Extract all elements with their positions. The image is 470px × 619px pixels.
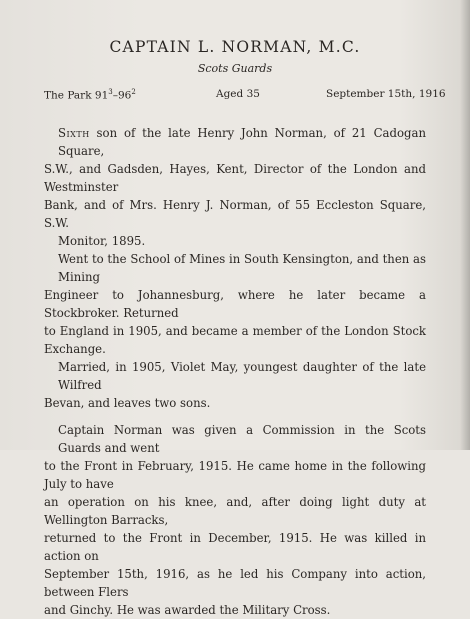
paragraph-line: Captain Norman was given a Commission in the Scots Guards and went [58, 423, 426, 455]
house-term-end: 2 [131, 88, 136, 96]
biography-body [44, 124, 426, 619]
regiment-subtitle: Scots Guards [197, 62, 273, 75]
house-range: –96 [112, 89, 132, 102]
paragraph-school [44, 232, 426, 250]
paragraph-line: Married, in 1905, Violet May, youngest daughter of the late Wilfred [58, 360, 426, 392]
paragraph-line: Engineer to Johannesburg, where he later became a Stockbroker. Returned [44, 288, 426, 320]
paragraph-career [44, 250, 426, 358]
house-term-start: 3 [108, 88, 113, 96]
paragraph-gap [44, 412, 426, 421]
paragraph-line: to England in 1905, and became a member of the London Stock Exchange. [44, 324, 426, 356]
paragraph-line: Bevan, and leaves two sons. [44, 396, 211, 410]
paragraph-line: Monitor, 1895. [58, 234, 146, 248]
date-of-death: September 15th, 1916 [326, 88, 446, 100]
paragraph-line: an operation on his knee, and, after doing light duty at Wellington Barracks, [44, 495, 426, 527]
drop-word: Sixth [58, 126, 90, 140]
paragraph-line: September 15th, 1916, as he led his Company into action, between Flers [44, 567, 426, 599]
paragraph-line: returned to the Front in December, 1915. He was killed in action on [44, 531, 426, 563]
paragraph-parentage [44, 124, 426, 232]
paragraph-line: S.W., and Gadsden, Hayes, Kent, Director of the London and Westminster [44, 162, 426, 194]
paragraph-line: and Ginchy. He was awarded the Military Cross. [44, 603, 331, 617]
house-years [44, 88, 136, 102]
paragraph-line: Went to the School of Mines in South Kensington, and then as Mining [58, 252, 426, 284]
paragraph-marriage [44, 358, 426, 412]
age-at-death: Aged 35 [216, 88, 260, 100]
house-name: The Park 91 [44, 89, 109, 102]
page-title: CAPTAIN L. NORMAN, M.C. [109, 38, 361, 56]
paragraph-line [44, 124, 426, 160]
paragraph-line: to the Front in February, 1915. He came home in the following July to have [44, 459, 426, 491]
paragraph-line: Bank, and of Mrs. Henry J. Norman, of 55 Eccleston Square, S.W. [44, 198, 426, 230]
paragraph-war-service [44, 421, 426, 619]
line-text: son of the late Henry John Norman, of 21 Cadogan Square, [58, 126, 426, 158]
